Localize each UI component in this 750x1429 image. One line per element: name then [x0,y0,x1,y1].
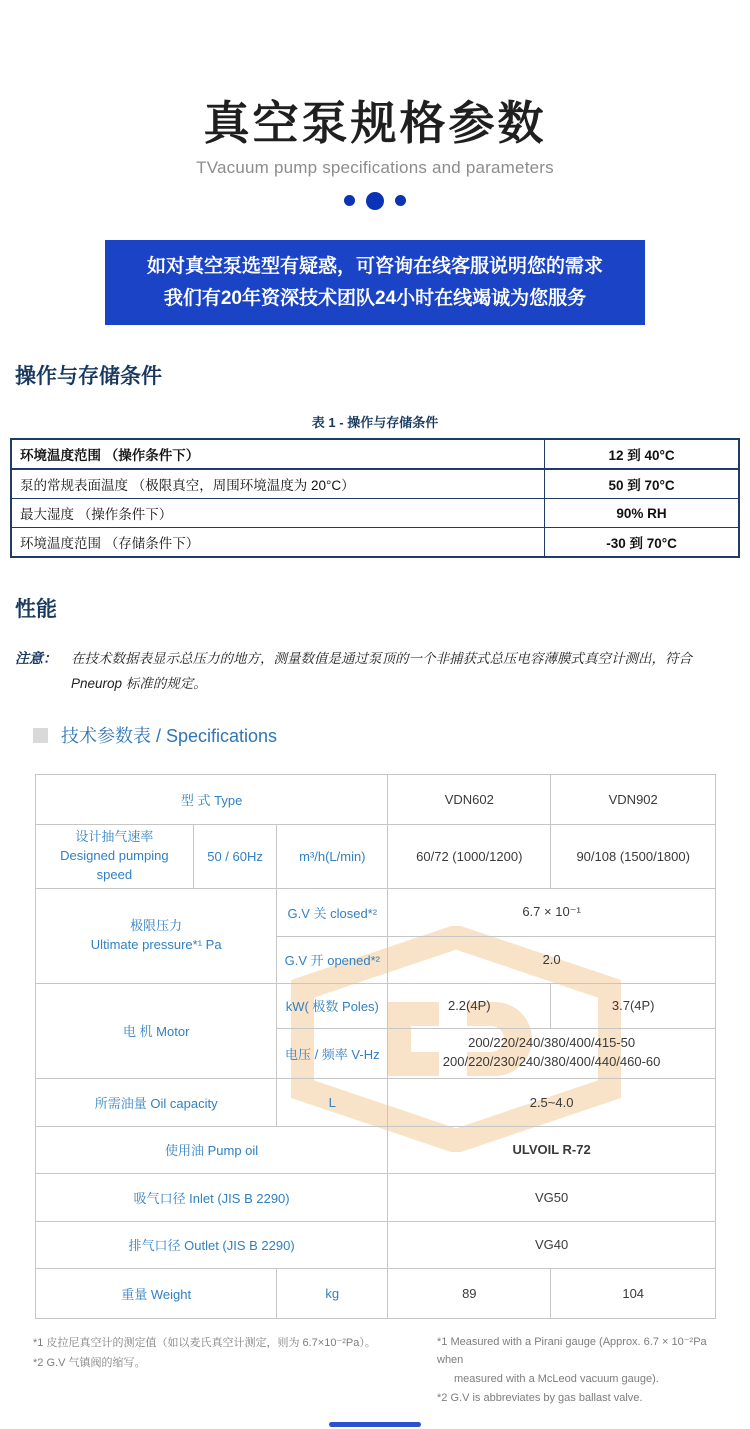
table-row [36,1173,716,1221]
decorative-dots [0,192,750,210]
outlet-value: VG40 [388,1221,716,1268]
table-row [36,1126,716,1173]
table-row [36,983,716,1028]
conditions-heading: 操作与存储条件 [15,365,162,389]
footnotes-en [437,1333,727,1408]
consult-banner [105,240,645,326]
spec-table-wrapper [0,774,750,1319]
note-label: 注意： [15,650,57,667]
dot-icon [395,195,406,206]
gv-closed-label: G.V 关 closed*² [277,888,388,936]
footnotes-cn [33,1333,433,1374]
motor-kw-label: kW( 极数 Poles) [277,983,388,1028]
gv-opened-value: 2.0 [388,936,716,983]
pumping-speed-vdn602: 60/72 (1000/1200) [388,825,551,889]
ultimate-pressure-label-cn: 极限压力 [130,917,183,933]
weight-vdn902: 104 [551,1268,716,1318]
inlet-label: 吸气口径 Inlet (JIS B 2290) [36,1173,388,1221]
condition-label: 最大湿度 （操作条件下） [11,499,545,528]
weight-label: 重量 Weight [36,1268,277,1318]
footnotes [33,1333,750,1408]
pumping-speed-unit: m³/h(L/min) [277,825,388,889]
spec-heading-text: 技术参数表 / Specifications [61,726,278,746]
table-row [36,825,716,889]
note-text: 在技术数据表显示总压力的地方，测量数值是通过泵顶的一个非捕获式总压电容薄膜式真空计测出，符合 Pneurop 标准的规定。 [71,651,692,691]
pump-oil-value: ULVOIL R-72 [388,1126,716,1173]
outlet-label: 排气口径 Outlet (JIS B 2290) [36,1221,388,1268]
condition-label: 环境温度范围 （操作条件下） [11,439,545,469]
banner-line-1: 如对真空泵选型有疑惑，可咨询在线客服说明您的需求 [146,255,603,277]
gv-closed-value: 6.7 × 10⁻¹ [388,888,716,936]
table-row [11,439,739,469]
condition-value: 90% RH [545,499,739,528]
pumping-speed-label-en: Designed pumping speed [60,847,169,882]
footnote-cn-1: *1 皮拉尼真空计的测定值（如以麦氏真空计测定，则为 6.7×10⁻²Pa）。 [33,1336,376,1349]
pumping-speed-vdn902: 90/108 (1500/1800) [551,825,716,889]
oil-capacity-unit: L [277,1078,388,1126]
banner-line-2: 我们有20年资深技术团队24小时在线竭诚为您服务 [163,287,587,309]
weight-vdn602: 89 [388,1268,551,1318]
model-header-vdn902: VDN902 [551,775,716,825]
footnote-en-2: measured with a McLeod vacuum gauge). [454,1372,659,1385]
spec-table [35,774,716,1319]
pump-oil-label: 使用油 Pump oil [36,1126,388,1173]
motor-kw-vdn602: 2.2(4P) [388,983,551,1028]
square-bullet-icon [33,728,48,743]
motor-voltage-value [388,1028,716,1078]
page-subtitle: TVacuum pump specifications and parameters [196,157,554,177]
footnote-en-3: *2 G.V is abbreviates by gas ballast valve. [437,1391,643,1404]
performance-note [15,647,730,696]
motor-kw-vdn902: 3.7(4P) [551,983,716,1028]
type-header-cell: 型 式 Type [36,775,388,825]
spec-heading [33,722,750,748]
table-row [36,775,716,825]
table-row [36,1221,716,1268]
table-row [36,1268,716,1318]
table-row [11,528,739,558]
dot-icon [366,192,384,210]
pumping-speed-label [36,825,194,889]
weight-unit: kg [277,1268,388,1318]
condition-value: 12 到 40°C [545,439,739,469]
gv-opened-label: G.V 开 opened*² [277,936,388,983]
pumping-speed-label-cn: 设计抽气速率 [75,829,154,844]
condition-label: 环境温度范围 （存储条件下） [11,528,545,558]
table-row [36,888,716,936]
condition-value: 50 到 70°C [545,469,739,499]
table-row [11,469,739,499]
footnote-cn-2: *2 G.V 气镇阀的缩写。 [33,1356,146,1369]
ultimate-pressure-label [36,888,277,983]
performance-heading: 性能 [15,598,57,622]
motor-voltage-line1: 200/220/240/380/400/415-50 [468,1035,636,1051]
page-title: 真空泵规格参数 [203,97,547,149]
dot-icon [344,195,355,206]
table-row [36,1078,716,1126]
oil-capacity-value: 2.5~4.0 [388,1078,716,1126]
condition-value: -30 到 70°C [545,528,739,558]
conditions-table [10,438,740,558]
inlet-value: VG50 [388,1173,716,1221]
conditions-table-caption: 表 1 - 操作与存储条件 [311,415,439,431]
model-header-vdn602: VDN602 [388,775,551,825]
bottom-accent-bar [329,1422,421,1427]
motor-voltage-line2: 200/220/230/240/380/400/440/460-60 [442,1054,661,1070]
table-row [11,499,739,528]
pumping-speed-freq: 50 / 60Hz [193,825,277,889]
oil-capacity-label: 所需油量 Oil capacity [36,1078,277,1126]
footnote-en-1: *1 Measured with a Pirani gauge (Approx. 6.7 × 10⁻²Pa when [437,1335,707,1367]
page-header [0,0,750,210]
motor-label: 电 机 Motor [36,983,277,1078]
ultimate-pressure-label-en: Ultimate pressure*¹ Pa [90,936,222,952]
motor-voltage-label: 电压 / 频率 V-Hz [277,1028,388,1078]
condition-label: 泵的常规表面温度 （极限真空，周围环境温度为 20°C） [11,469,545,499]
